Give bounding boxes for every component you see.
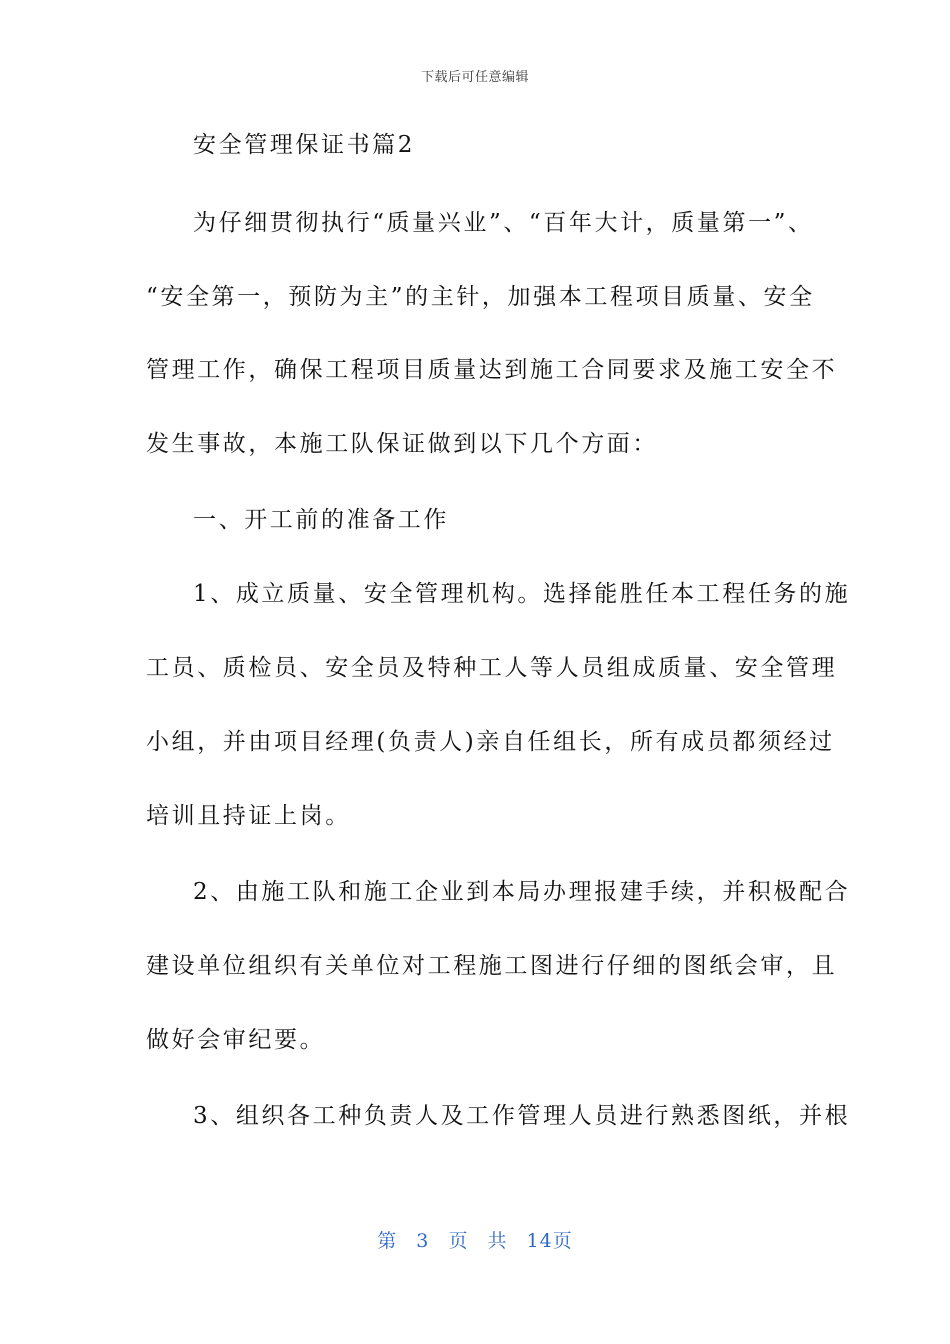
paragraph-line: 3、组织各工种负责人及工作管理人员进行熟悉图纸，并根: [193, 1103, 851, 1129]
paragraph-line: 为仔细贯彻执行“质量兴业”、“百年大计，质量第一”、: [193, 210, 814, 236]
paragraph-line: 1、成立质量、安全管理机构。选择能胜任本工程任务的施: [193, 581, 851, 607]
paragraph-line: 发生事故，本施工队保证做到以下几个方面：: [146, 431, 658, 457]
paragraph-line: 管理工作，确保工程项目质量达到施工合同要求及施工安全不: [146, 357, 838, 383]
paragraph-line: 建设单位组织有关单位对工程施工图进行仔细的图纸会审，且: [146, 953, 838, 979]
paragraph-line: 2、由施工队和施工企业到本局办理报建手续，并积极配合: [193, 879, 851, 905]
paragraph-line: “安全第一，预防为主”的主针，加强本工程项目质量、安全: [146, 284, 815, 310]
total-pages: 14页: [526, 1230, 573, 1252]
page-footer: [0, 1226, 950, 1253]
page-label-mid: 页: [448, 1230, 469, 1252]
page-label-prefix: 第: [377, 1230, 398, 1252]
paragraph-line: 工员、质检员、安全员及特种工人等人员组成质量、安全管理: [146, 655, 838, 681]
paragraph-line: 做好会审纪要。: [146, 1027, 326, 1053]
section-title: 安全管理保证书篇2: [193, 132, 416, 158]
paragraph-line: 小组，并由项目经理(负责人)亲自任组长，所有成员都须经过: [146, 729, 835, 755]
paragraph-line: 培训且持证上岗。: [146, 803, 351, 829]
total-prefix: 共: [487, 1230, 508, 1252]
page-header: 下载后可任意编辑: [420, 70, 529, 85]
subsection-heading: 一、开工前的准备工作: [193, 507, 449, 533]
page-number: 3: [416, 1230, 430, 1252]
